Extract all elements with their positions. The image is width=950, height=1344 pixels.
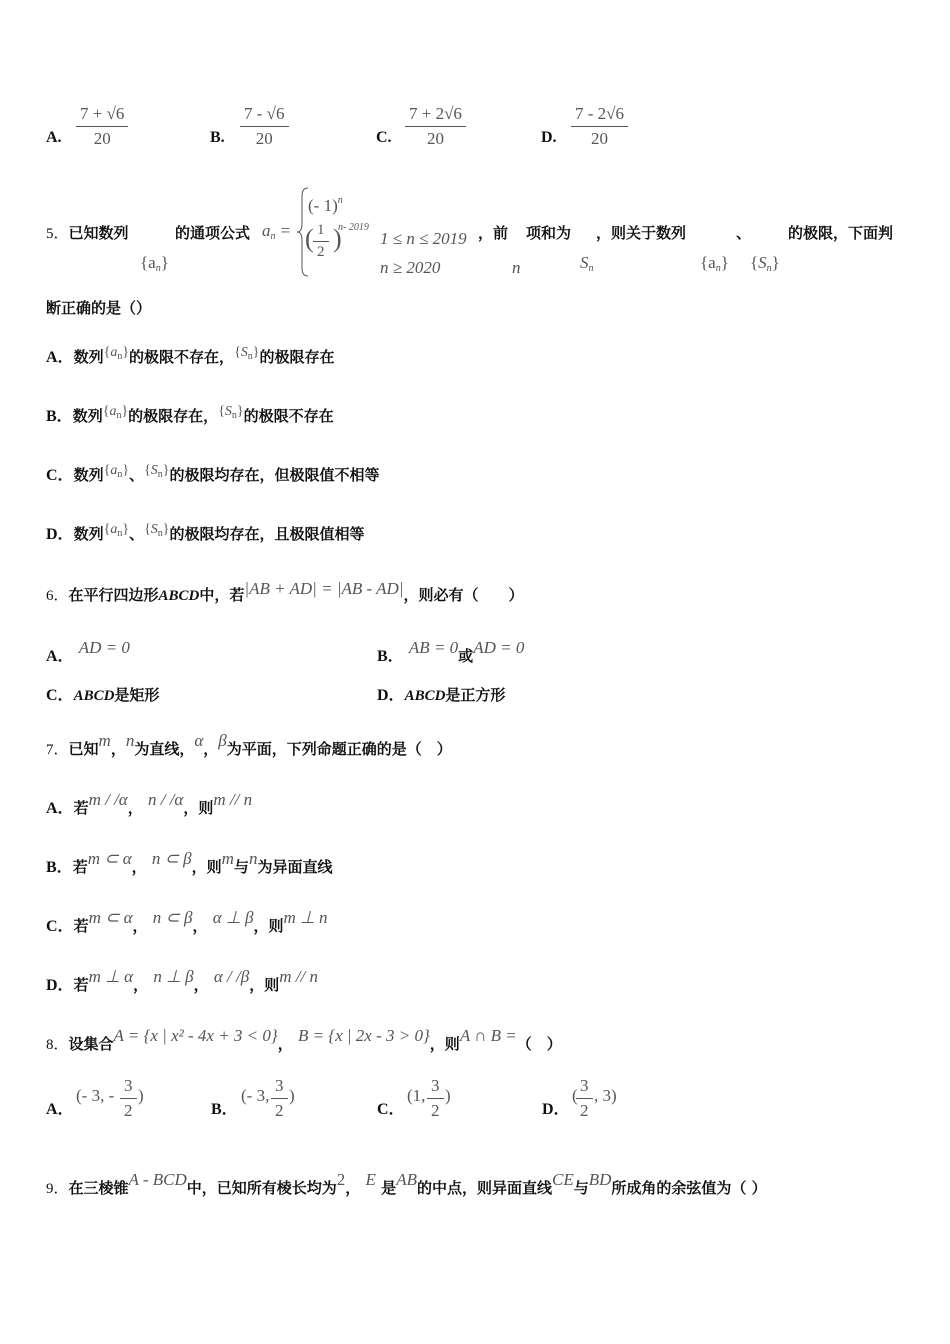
q8-option-a-label: A． [46,1101,74,1118]
q5-stem-part4: 项和为 [526,224,572,242]
q4-option-d-label: D. [541,129,557,146]
q8-option-d-label: D． [542,1101,570,1118]
q5-option-d: D．数列$\{a_n\}$、$\{S_n\}$的极限均存在，且极限值相等 [46,522,365,543]
q4-option-c-label: C. [376,129,392,146]
q5-stem-part7: 的极限，下面判 [788,224,894,242]
q5-an-def: $a_n$ = [262,221,291,242]
q4-option-a-fraction: $\frac{7 + √6}{20}$ [76,104,128,149]
q5-stem-part2: 的通项公式 [175,224,251,242]
q5-stem-line2: 断正确的是（） [46,299,152,317]
q5-case2-sup: n- 2019 [338,222,369,233]
q5-n-var: n [512,258,521,277]
q4-option-b-fraction: $\frac{7 - √6}{20}$ [240,104,289,149]
q8-stem: 8．设集合A = {x | x² - 4x + 3 < 0}， B = {x | 2x - 3 > 0}，则A ∩ B =（ ） [46,1026,562,1053]
q5-option-b: B．数列$\{a_n\}$的极限存在，$\{S_n\}$的极限不存在 [46,404,334,425]
q4-option-c-fraction: $\frac{7 + 2√6}{20}$ [405,104,466,149]
q5-an-seq-2: $\{a_n\}$ [700,253,729,274]
q5-case2-cond: n ≥ 2020 [380,258,441,277]
q5-stem-part1: 5．已知数列 [46,224,129,242]
q5-case1: (- 1)$^n$ [308,195,343,215]
q5-stem-part5: ，则关于数列 [596,224,687,242]
q5-stem-part3: ，前 [478,224,509,242]
q6-stem: 6．在平行四边形ABCD中，若|AB + AD| = |AB - AD|，则必有（ ） [46,579,524,604]
q8-option-c-label: C． [377,1101,405,1118]
q7-option-c: C．若m ⊂ α， n ⊂ β， α ⊥ β，则m ⊥ n [46,908,328,935]
q5-sn-var: $S_n$ [580,253,594,274]
q7-option-d: D．若m ⊥ α， n ⊥ β， α / /β，则m // n [46,967,318,994]
q5-stem-part6: 、 [736,224,752,242]
q4-option-d-fraction: $\frac{7 - 2√6}{20}$ [571,104,628,149]
q5-case1-cond: 1 ≤ n ≤ 2019 [380,229,467,248]
q4-option-a-label: A. [46,129,62,146]
q8-option-b-label: B． [211,1101,238,1118]
q6-option-d: D．ABCD是正方形 [377,686,506,704]
q5-option-a: A．数列$\{a_n\}$的极限不存在，$\{S_n\}$的极限存在 [46,345,335,366]
q6-option-a: A． AD = 0 [46,638,130,665]
q6-option-b: B． AB = 0或AD = 0 [377,638,525,665]
q7-option-b: B．若m ⊂ α， n ⊂ β，则m与n为异面直线 [46,849,333,876]
q7-option-a: A．若m / /α， n / /α，则m // n [46,790,253,817]
q9-stem: 9．在三棱锥A - BCD中，已知所有棱长均为2， E 是AB的中点，则异面直线CE与BD所成角的余弦值为（ ） [46,1170,767,1197]
q4-option-b-label: B. [210,129,225,146]
q7-stem: 7．已知m，n为直线，α，β为平面，下列命题正确的是（ ） [46,731,452,758]
q5-sn-seq: $\{S_n\}$ [750,253,780,274]
q5-an-seq: $\{a_n\}$ [140,253,169,274]
q6-option-c: C．ABCD是矩形 [46,686,160,704]
q5-option-c: C．数列$\{a_n\}$、$\{S_n\}$的极限均存在，但极限值不相等 [46,463,380,484]
